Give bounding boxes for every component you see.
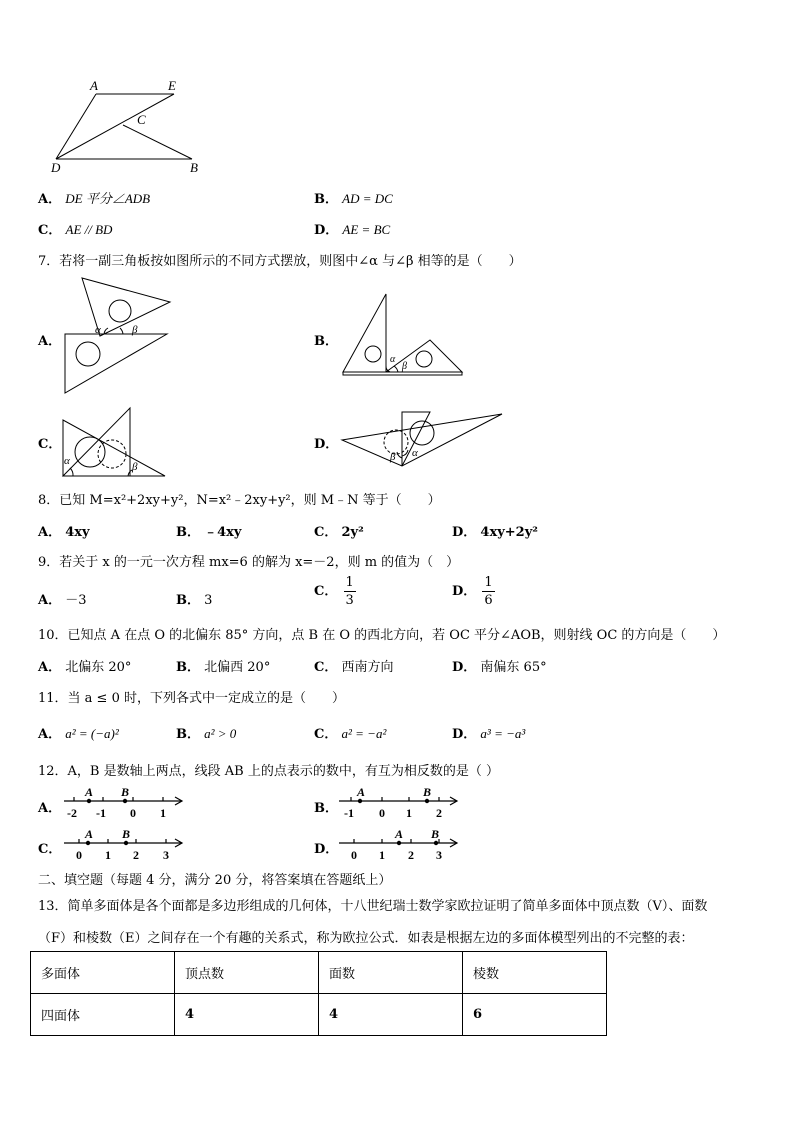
option-letter: B． xyxy=(176,660,200,675)
fraction-numerator: 1 xyxy=(484,575,493,590)
option-letter: B． xyxy=(314,192,338,207)
q6-label-d: D xyxy=(51,160,61,175)
alpha-label: α xyxy=(64,455,70,467)
q7-figure-b xyxy=(342,292,467,380)
q10-option-a[interactable] xyxy=(38,656,131,675)
beta-label: β xyxy=(402,361,407,372)
option-letter: A． xyxy=(38,660,62,675)
q9-option-c[interactable] xyxy=(314,576,356,607)
option-letter: C． xyxy=(314,525,338,540)
option-letter: B． xyxy=(176,727,200,742)
option-text: 北偏西 20° xyxy=(204,660,271,675)
tick-label: 2 xyxy=(133,848,139,862)
option-text: AE = BC xyxy=(342,222,391,237)
option-letter: C． xyxy=(314,584,338,599)
q9-stem: 9．若关于 x 的一元一次方程 mx=6 的解为 x=－2，则 m 的值为（ ） xyxy=(38,555,460,570)
q7-option-a-letter[interactable]: A． xyxy=(38,334,62,349)
point-a-label: A xyxy=(85,827,94,841)
table-cell: 4 xyxy=(319,994,463,1036)
table-header: 顶点数 xyxy=(175,952,319,994)
q8-option-b[interactable] xyxy=(176,521,242,540)
q6-option-b[interactable] xyxy=(314,188,393,207)
tick-label: 0 xyxy=(351,848,357,862)
q8-option-a[interactable] xyxy=(38,521,90,540)
option-letter: A． xyxy=(38,593,62,608)
alpha-label: α xyxy=(412,447,418,459)
q6-option-d[interactable] xyxy=(314,219,390,238)
option-text: a² = −a² xyxy=(341,726,387,741)
tick-label: 3 xyxy=(163,848,169,862)
q11-option-b[interactable] xyxy=(176,723,236,742)
option-letter: D． xyxy=(452,660,477,675)
point-a-label: A xyxy=(395,827,404,841)
q6-figure xyxy=(45,78,215,178)
q12-option-c-letter[interactable]: C． xyxy=(38,842,62,857)
option-letter: C． xyxy=(314,727,338,742)
table-header-row xyxy=(31,952,607,994)
q6-label-b: B xyxy=(190,160,198,175)
beta-label: β xyxy=(132,324,138,336)
q9-option-a[interactable] xyxy=(38,589,87,608)
q6-option-a[interactable] xyxy=(38,188,150,207)
point-a-label: A xyxy=(85,785,94,799)
tick-label: 1 xyxy=(160,806,166,820)
q13-stem-line-2: （F）和棱数（E）之间存在一个有趣的关系式，称为欧拉公式．如表是根据左边的多面体模型列出的不完整的表： xyxy=(38,931,694,946)
q11-option-d[interactable] xyxy=(452,723,525,742)
q8-stem: 8．已知 M=x²+2xy+y²，N=x²﹣2xy+y²，则 M﹣N 等于（ ） xyxy=(38,493,441,508)
table-header: 多面体 xyxy=(31,952,175,994)
q12-option-d-letter[interactable]: D． xyxy=(314,842,339,857)
option-text: 2y² xyxy=(341,525,364,540)
q12-option-a-letter[interactable]: A． xyxy=(38,801,62,816)
q6-option-c[interactable] xyxy=(38,219,112,238)
option-letter: A． xyxy=(38,192,62,207)
tick-label: 1 xyxy=(379,848,385,862)
tick-label: 3 xyxy=(436,848,442,862)
q10-option-c[interactable] xyxy=(314,656,394,675)
alpha-label: α xyxy=(95,324,101,336)
polyhedron-table xyxy=(30,951,607,1036)
q13-stem-line-1: 13．简单多面体是各个面都是多边形组成的几何体，十八世纪瑞士数学家欧拉证明了简单多面体中顶点数（V）、面数 xyxy=(38,899,708,914)
beta-label: β xyxy=(132,461,138,473)
option-text: 4xy+2y² xyxy=(480,525,538,540)
fraction xyxy=(344,576,356,607)
option-text: ﹣4xy xyxy=(204,525,242,540)
option-text: a³ = −a³ xyxy=(480,726,526,741)
q7-figure-a xyxy=(60,278,175,398)
q10-option-b[interactable] xyxy=(176,656,270,675)
table-cell: 4 xyxy=(175,994,319,1036)
q10-stem: 10．已知点 A 在点 O 的北偏东 85° 方向，点 B 在 O 的西北方向，若 OC 平分∠AOB，则射线 OC 的方向是（ ） xyxy=(38,628,726,643)
table-header: 棱数 xyxy=(463,952,607,994)
tick-label: 0 xyxy=(76,848,82,862)
q6-label-a: A xyxy=(90,78,98,93)
q11-stem: 11．当 a ≤ 0 时，下列各式中一定成立的是（ ） xyxy=(38,691,345,706)
table-header: 面数 xyxy=(319,952,463,994)
point-b-label: B xyxy=(423,785,432,799)
option-text: AD = DC xyxy=(342,191,393,206)
table-row xyxy=(31,994,607,1036)
q6-label-e: E xyxy=(168,78,176,93)
section-heading: 二、填空题（每题 4 分，满分 20 分，将答案填在答题纸上） xyxy=(38,873,392,888)
option-text: a² = (−a)² xyxy=(65,726,119,741)
q6-label-c: C xyxy=(137,112,146,127)
q10-option-d[interactable] xyxy=(452,656,547,675)
option-text: 北偏东 20° xyxy=(65,660,132,675)
q7-option-b-letter[interactable]: B． xyxy=(314,334,338,349)
alpha-label: α xyxy=(390,354,396,365)
tick-label: 0 xyxy=(379,806,385,820)
option-letter: D． xyxy=(452,525,477,540)
q7-stem: 7．若将一副三角板按如图所示的不同方式摆放，则图中∠α 与∠β 相等的是（ ） xyxy=(38,254,522,269)
option-text: 4xy xyxy=(65,525,90,540)
q9-option-b[interactable] xyxy=(176,589,212,608)
q11-option-c[interactable] xyxy=(314,723,386,742)
tick-label: 2 xyxy=(408,848,414,862)
tick-label: 1 xyxy=(105,848,111,862)
q12-stem: 12．A，B 是数轴上两点，线段 AB 上的点表示的数中，有互为相反数的是（ ） xyxy=(38,764,499,779)
point-b-label: B xyxy=(121,785,130,799)
fraction-denominator: 6 xyxy=(484,593,493,608)
q8-option-d[interactable] xyxy=(452,521,538,540)
option-text: a² > 0 xyxy=(204,726,237,741)
q11-option-a[interactable] xyxy=(38,723,119,742)
q7-option-c-letter[interactable]: C． xyxy=(38,437,62,452)
q7-figure-c xyxy=(60,404,170,479)
fraction xyxy=(482,576,494,607)
option-letter: B． xyxy=(176,593,200,608)
option-text: 南偏东 65° xyxy=(480,660,547,675)
q12-option-b-letter[interactable]: B． xyxy=(314,801,338,816)
point-a-label: A xyxy=(357,785,366,799)
fraction-denominator: 3 xyxy=(345,593,354,608)
option-text: DE 平分∠ADB xyxy=(65,191,151,206)
option-text: AE // BD xyxy=(65,222,113,237)
q7-option-d-letter[interactable]: D． xyxy=(314,437,339,452)
table-cell: 四面体 xyxy=(31,994,175,1036)
table-cell: 6 xyxy=(463,994,607,1036)
option-text: 3 xyxy=(204,593,213,608)
q9-option-d[interactable] xyxy=(452,576,495,607)
option-letter: C． xyxy=(314,660,338,675)
beta-label: β xyxy=(390,451,396,463)
option-letter: D． xyxy=(314,223,339,238)
q12-number-line-a xyxy=(62,786,188,820)
q8-option-c[interactable] xyxy=(314,521,364,540)
q12-number-line-c xyxy=(62,828,188,862)
option-letter: C． xyxy=(38,223,62,238)
option-letter: A． xyxy=(38,727,62,742)
option-letter: D． xyxy=(452,727,477,742)
tick-label: 2 xyxy=(436,806,442,820)
tick-label: -1 xyxy=(96,806,106,820)
option-letter: B． xyxy=(176,525,200,540)
option-letter: A． xyxy=(38,525,62,540)
tick-label: 1 xyxy=(406,806,412,820)
option-letter: D． xyxy=(452,584,477,599)
q7-figure-d xyxy=(340,408,508,468)
option-text: －3 xyxy=(65,593,87,608)
fraction-numerator: 1 xyxy=(345,575,354,590)
point-b-label: B xyxy=(122,827,131,841)
q12-number-line-d xyxy=(337,828,463,862)
tick-label: 0 xyxy=(130,806,136,820)
option-text: 西南方向 xyxy=(341,660,394,675)
point-b-label: B xyxy=(431,827,440,841)
q12-number-line-b xyxy=(337,786,463,820)
tick-label: -1 xyxy=(344,806,354,820)
tick-label: -2 xyxy=(67,806,77,820)
